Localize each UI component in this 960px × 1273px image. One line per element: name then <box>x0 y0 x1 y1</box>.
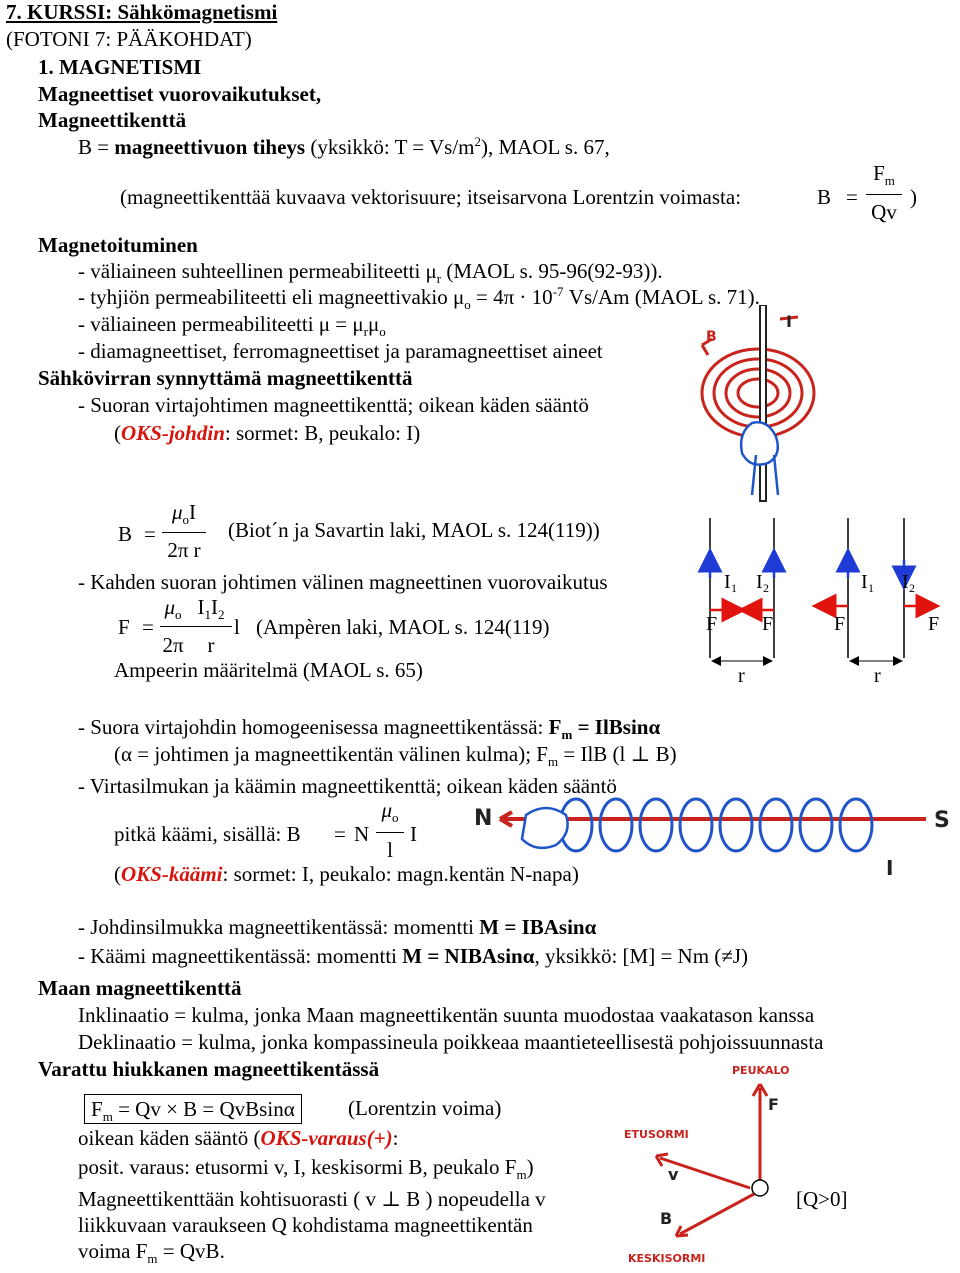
label-I2-b-sub: 2 <box>909 581 915 595</box>
topic-line-1: Magneettiset vuorovaikutukset, <box>38 82 322 106</box>
flux-sup: 2 <box>474 134 481 149</box>
declination-line: Deklinaatio = kulma, jonka kompassineula poikkeaa maantieteellisestä pohjoissuunnasta <box>78 1030 824 1054</box>
course-title: 7. KURSSI: Sähkömagnetismi <box>6 0 278 24</box>
coil-I: I <box>410 822 417 846</box>
label-F-1: F <box>706 613 718 635</box>
ampere-mu: $\mu_o$ <box>164 595 182 623</box>
topic-line-2: Magneettikenttä <box>38 108 187 132</box>
hand-B-label: B <box>706 329 717 345</box>
ampere-currents: $I_1I_2$ <box>197 595 225 623</box>
label-I1-b-sub: 1 <box>868 581 874 595</box>
flux-formula-denominator: Qv <box>871 200 897 224</box>
coil-denominator: l <box>387 838 393 862</box>
charge-title: Varattu hiukkanen magneettikentässä <box>38 1057 380 1081</box>
coil-fraction-bar <box>376 832 404 833</box>
flux-pre: B = <box>78 135 115 159</box>
coil-hand-sketch <box>466 795 956 885</box>
ampere-r: r <box>207 633 215 657</box>
label-r-2: r <box>874 665 881 687</box>
oks-johdin-line: (OKS-johdin: sormet: B, peukalo: I) <box>114 421 421 445</box>
label-r-1: r <box>738 665 745 687</box>
material-types: - diamagneettiset, ferromagneettiset ja paramagneettiset aineet <box>78 339 603 363</box>
oks-kaami-line: (OKS-käämi: sormet: I, peukalo: magn.kentän N-napa) <box>114 862 579 886</box>
charge-sign-note: [Q>0] <box>796 1187 848 1211</box>
field-B-label: B <box>660 1209 673 1228</box>
label-I2: I <box>756 571 763 593</box>
flux-formula-eq: = <box>846 185 858 209</box>
force-F-label: F <box>768 1095 779 1114</box>
flux-fraction-bar <box>866 194 902 195</box>
ampere-law-text: (Ampèren laki, MAOL s. 124(119) <box>256 615 550 639</box>
positive-charge-line: posit. varaus: etusormi v, I, keskisormi B, peukalo $F_m$) <box>78 1155 534 1183</box>
biot-fraction-bar <box>162 532 206 533</box>
flux-description: (magneettikenttää kuvaava vektorisuure; itseisarvona Lorentzin voimasta: <box>120 185 742 209</box>
charge-particle <box>752 1180 768 1196</box>
wire-field-title: Sähkövirran synnyttämä magneettikenttä <box>38 366 413 390</box>
flux-post1: (yksikkö: T = Vs/m <box>305 135 475 159</box>
lorentz-label: (Lorentzin voima) <box>348 1096 502 1120</box>
flux-bold: magneettivuon tiheys <box>114 135 306 159</box>
coil-formula-text: pitkä käämi, sisällä: B <box>114 822 301 846</box>
etusormi-label: ETUSORMI <box>624 1128 689 1141</box>
lorentz-formula-box: $F_m = Qv \times B = QvBsin\alpha$ <box>84 1094 302 1124</box>
straight-wire-line: - Suoran virtajohtimen magneettikenttä; oikean käden sääntö <box>78 393 589 417</box>
velocity-v-label: v <box>668 1165 679 1184</box>
ampere-F: F <box>118 615 130 639</box>
flux-close-paren: ) <box>910 185 917 209</box>
force-on-wire-line: - Suora virtajohdin homogeenisessa magneettikentässä: $F_m = IlBsin\alpha$ <box>78 715 661 743</box>
earth-field-title: Maan magneettikenttä <box>38 976 242 1000</box>
label-I1-b: I <box>861 571 868 593</box>
flux-formula-numerator: $F_m$ <box>873 161 895 189</box>
ampere-l: l <box>234 615 240 639</box>
two-wires-line: - Kahden suoran johtimen välinen magneettinen vuorovaikutus <box>78 570 608 594</box>
book-reference: (FOTONI 7: PÄÄKOHDAT) <box>6 27 252 51</box>
biot-numerator: $\mu_oI$ <box>171 500 197 528</box>
ampere-2pi: 2π <box>162 633 184 657</box>
loop-torque-line: - Johdinsilmukka magneettikentässä: momentti M = IBAsinα <box>78 915 597 939</box>
label-F-3: F <box>834 613 846 635</box>
biot-denominator: 2π r <box>167 538 201 562</box>
oks-varaus-label: OKS-varaus(+) <box>260 1126 393 1150</box>
label-I1-sub: 1 <box>731 581 737 595</box>
coil-eq: = <box>334 822 346 846</box>
peukalo-label: PEUKALO <box>732 1064 790 1077</box>
force-qvb-line: voima $F_m$ = QvB. <box>78 1239 225 1267</box>
label-F-2: F <box>762 613 774 635</box>
hand-I-label: I <box>786 312 792 331</box>
coil-torque-line: - Käämi magneettikentässä: momentti M = NIBAsinα, yksikkö: [M] = Nm (≠J) <box>78 944 748 968</box>
label-F-4: F <box>928 613 940 635</box>
flux-density-line <box>78 135 610 159</box>
oks-kaami-label: OKS-käämi <box>121 862 223 886</box>
coil-S-label: S <box>934 808 950 833</box>
relative-permeability: - väliaineen suhteellinen permeabiliteetti $\mu_r$ (MAOL s. 95-96(92-93)). <box>78 259 663 287</box>
label-I2-sub: 2 <box>763 581 769 595</box>
ampere-eq: = <box>142 615 154 639</box>
oks-varaus-line: oikean käden sääntö (OKS-varaus(+): <box>78 1126 399 1150</box>
oks-johdin-label: OKS-johdin <box>121 421 225 445</box>
keskisormi-label: KESKISORMI <box>628 1252 706 1265</box>
parallel-wires-diagram <box>694 518 958 688</box>
label-I2-b: I <box>902 571 909 593</box>
coil-N: N <box>354 822 370 846</box>
magnetization-title: Magnetoituminen <box>38 233 198 257</box>
coil-numerator: $\mu_o$ <box>381 798 399 826</box>
chapter-title: 1. MAGNETISMI <box>38 55 202 79</box>
ampere-definition: Ampeerin määritelmä (MAOL s. 65) <box>114 658 423 682</box>
coil-N-label: N <box>474 806 493 831</box>
vacuum-permeability: - tyhjiön permeabiliteetti eli magneettivakio $\mu_o = 4\pi \cdot 10^{-7}$ Vs/Am (MAOL s. 71). <box>78 284 760 313</box>
force-angle-line: (α = johtimen ja magneettikentän välinen kulma); $F_m$ = IlB (l ⊥ B) <box>114 742 677 770</box>
loop-coil-line: - Virtasilmukan ja käämin magneettikenttä; oikean käden sääntö <box>78 774 617 798</box>
inclination-line: Inklinaatio = kulma, jonka Maan magneettikentän suunta muodostaa vaakatason kanssa <box>78 1003 815 1027</box>
perpendicular-line: Magneettikenttään kohtisuorasti ( v ⊥ B ) nopeudella v <box>78 1187 546 1211</box>
ampere-fraction-bar <box>160 626 232 627</box>
coil-I-label: I <box>886 856 894 880</box>
biot-savart-text: (Biot´n ja Savartin laki, MAOL s. 124(119)) <box>228 518 600 542</box>
flux-formula-B: B <box>817 185 832 209</box>
moving-charge-line: liikkuvaan varaukseen Q kohdistama magneettikentän <box>78 1213 533 1237</box>
biot-B: B <box>118 522 133 546</box>
biot-eq: = <box>144 522 156 546</box>
label-I1: I <box>724 571 731 593</box>
medium-permeability: - väliaineen permeabiliteetti $\mu = \mu_r\mu_o$ <box>78 312 386 340</box>
flux-post2: ), MAOL s. 67, <box>480 135 610 159</box>
charge-hand-rule-sketch <box>620 1058 820 1270</box>
right-hand-wire-sketch <box>696 305 826 505</box>
